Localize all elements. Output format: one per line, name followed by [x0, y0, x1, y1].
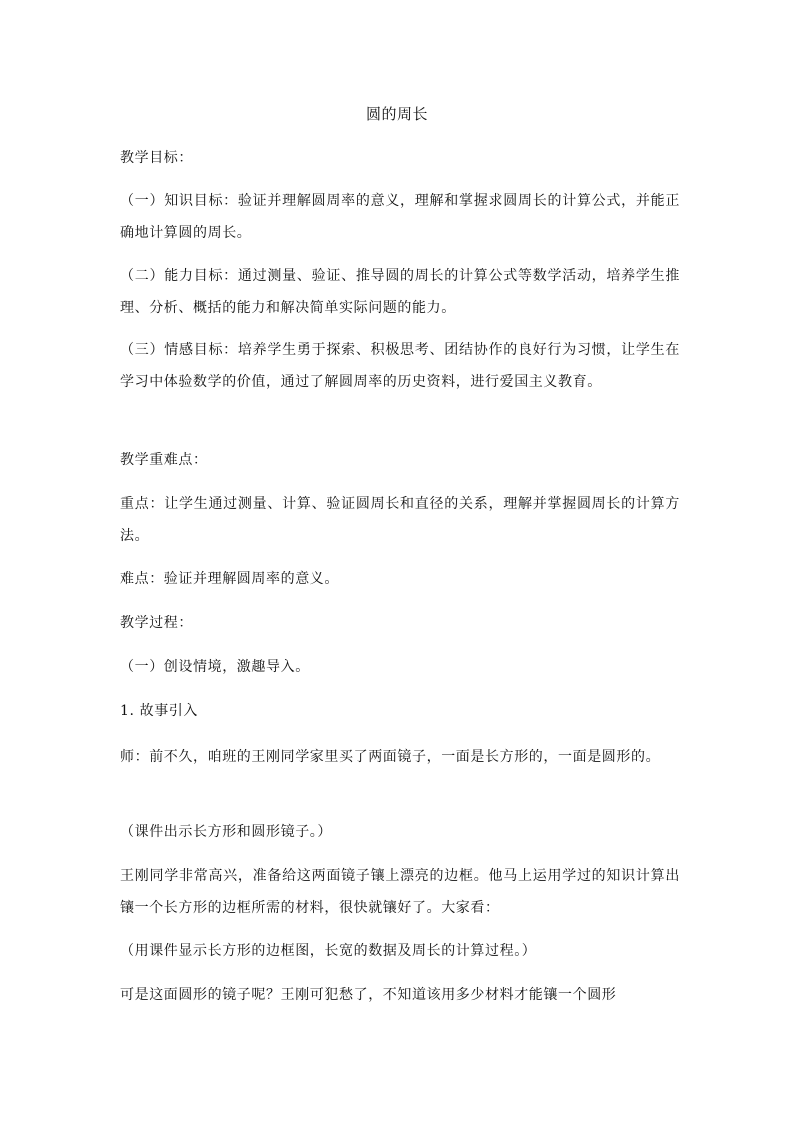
- paragraph-knowledge-goal: （一）知识目标：验证并理解圆周率的意义，理解和掌握求圆周长的计算公式，并能正确地计算圆的周长。: [120, 193, 680, 241]
- heading-teaching-goals: 教学目标：: [120, 150, 193, 166]
- paragraph-key-point: 重点：让学生通过测量、计算、验证圆周长和直径的关系，理解并掌握圆周长的计算方法。: [120, 496, 680, 544]
- heading-key-difficult-points: 教学重难点：: [120, 452, 208, 468]
- paragraph-story-intro: 1. 故事引入: [120, 703, 199, 719]
- document-title: 圆的周长: [365, 105, 428, 123]
- paragraph-ability-goal: （二）能力目标：通过测量、验证、推导圆的周长的计算公式等数学活动，培养学生推理、分析、概括的能力和解决简单实际问题的能力。: [120, 268, 680, 316]
- paragraph-courseware-display: （用课件显示长方形的边框图，长宽的数据及周长的计算过程。）: [120, 943, 537, 959]
- paragraph-difficult-point: 难点：验证并理解圆周率的意义。: [120, 571, 339, 587]
- paragraph-round-mirror: 可是这面圆形的镜子呢？王刚可犯愁了，不知道该用多少材料才能镶一个圆形: [120, 987, 617, 1003]
- paragraph-courseware-note: （课件出示长方形和圆形镜子。）: [120, 824, 332, 840]
- heading-teaching-process: 教学过程：: [120, 615, 193, 631]
- paragraph-wang-gang: 王刚同学非常高兴，准备给这两面镜子镶上漂亮的边框。他马上运用学过的知识计算出镶一个长方形的边框所需的材料，很快就镶好了。大家看：: [120, 868, 680, 916]
- paragraph-teacher-line: 师：前不久，咱班的王刚同学家里买了两面镜子，一面是长方形的，一面是圆形的。: [120, 749, 661, 765]
- paragraph-section-one: （一）创设情境，激趣导入。: [120, 659, 310, 675]
- paragraph-emotion-goal: （三）情感目标：培养学生勇于探索、积极思考、团结协作的良好行为习惯，让学生在学习中体验数学的价值，通过了解圆周率的历史资料，进行爱国主义教育。: [120, 342, 680, 390]
